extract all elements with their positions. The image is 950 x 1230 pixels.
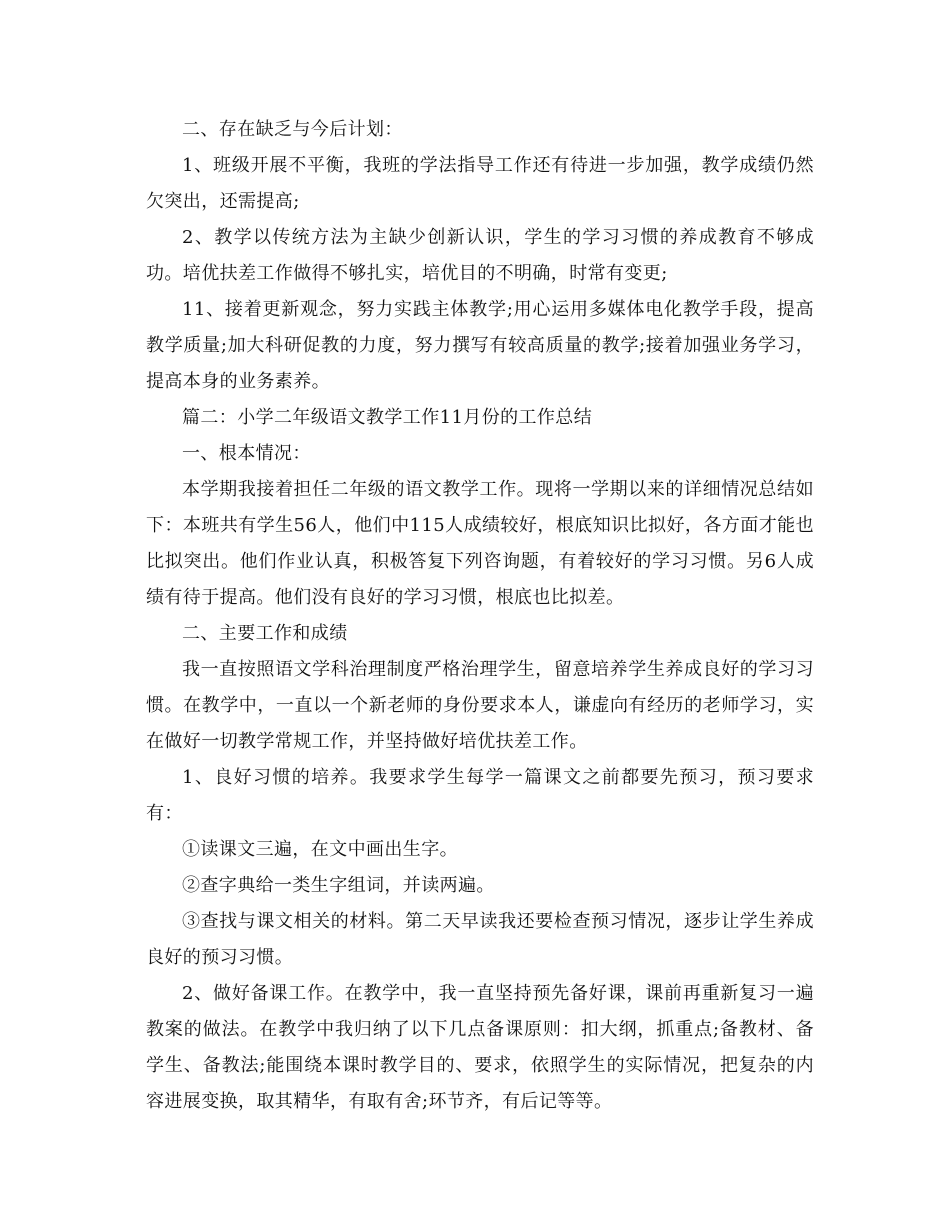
section-heading-basic-situation: 一、根本情况： [182, 443, 311, 464]
section-heading-main-work: 二、主要工作和成绩 [182, 623, 348, 644]
list-item-read-text: ①读课文三遍，在文中画出生字。 [182, 839, 458, 860]
paragraph-basic-situation: 本学期我接着担任二年级的语文教学工作。现将一学期以来的详细情况总结如下：本班共有学生56人，他们中115人成绩较好，根底知识比拟好，各方面才能也比拟突出。他们作业认真，积极答复下列咨询题，有着较好的学习习惯。另6人成绩有待于提高。他们没有良好的学习习惯，根底也比拟差。 [146, 479, 814, 608]
paragraph-item-1: 1、班级开展不平衡，我班的学法指导工作还有待进一步加强，教学成绩仍然欠突出，还需提高; [146, 155, 814, 212]
paragraph-main-work: 我一直按照语文学科治理制度严格治理学生，留意培养学生养成良好的学习习惯。在教学中，一直以一个新老师的身份要求本人，谦虚向有经历的老师学习，实在做好一切教学常规工作，并坚持做好培优扶差工作。 [146, 659, 814, 752]
paragraph-habit-training: 1、良好习惯的培养。我要求学生每学一篇课文之前都要先预习，预习要求有： [146, 767, 814, 824]
chapter-title: 篇二：小学二年级语文教学工作11月份的工作总结 [182, 407, 593, 428]
paragraph-item-11: 11、接着更新观念，努力实践主体教学;用心运用多媒体电化教学手段，提高教学质量;加大科研促教的力度，努力撰写有较高质量的教学;接着加强业务学习，提高本身的业务素养。 [146, 299, 814, 392]
paragraph-lesson-prep: 2、做好备课工作。在教学中，我一直坚持预先备好课，课前再重新复习一遍教案的做法。在教学中我归纳了以下几点备课原则：扣大纲，抓重点;备教材、备学生、备教法;能围绕本课时教学目的、要求，依照学生的实际情况，把复杂的内容进展变换，取其精华，有取有舍;环节齐，有后记等等。 [146, 983, 814, 1112]
list-item-dictionary: ②查字典给一类生字组词，并读两遍。 [182, 875, 495, 896]
section-heading-shortcomings: 二、存在缺乏与今后计划： [182, 119, 403, 140]
list-item-materials: ③查找与课文相关的材料。第二天早读我还要检查预习情况，逐步让学生养成良好的预习习惯。 [146, 911, 814, 968]
document-body [146, 112, 814, 1120]
paragraph-item-2: 2、教学以传统方法为主缺少创新认识，学生的学习习惯的养成教育不够成功。培优扶差工作做得不够扎实，培优目的不明确，时常有变更; [146, 227, 814, 284]
